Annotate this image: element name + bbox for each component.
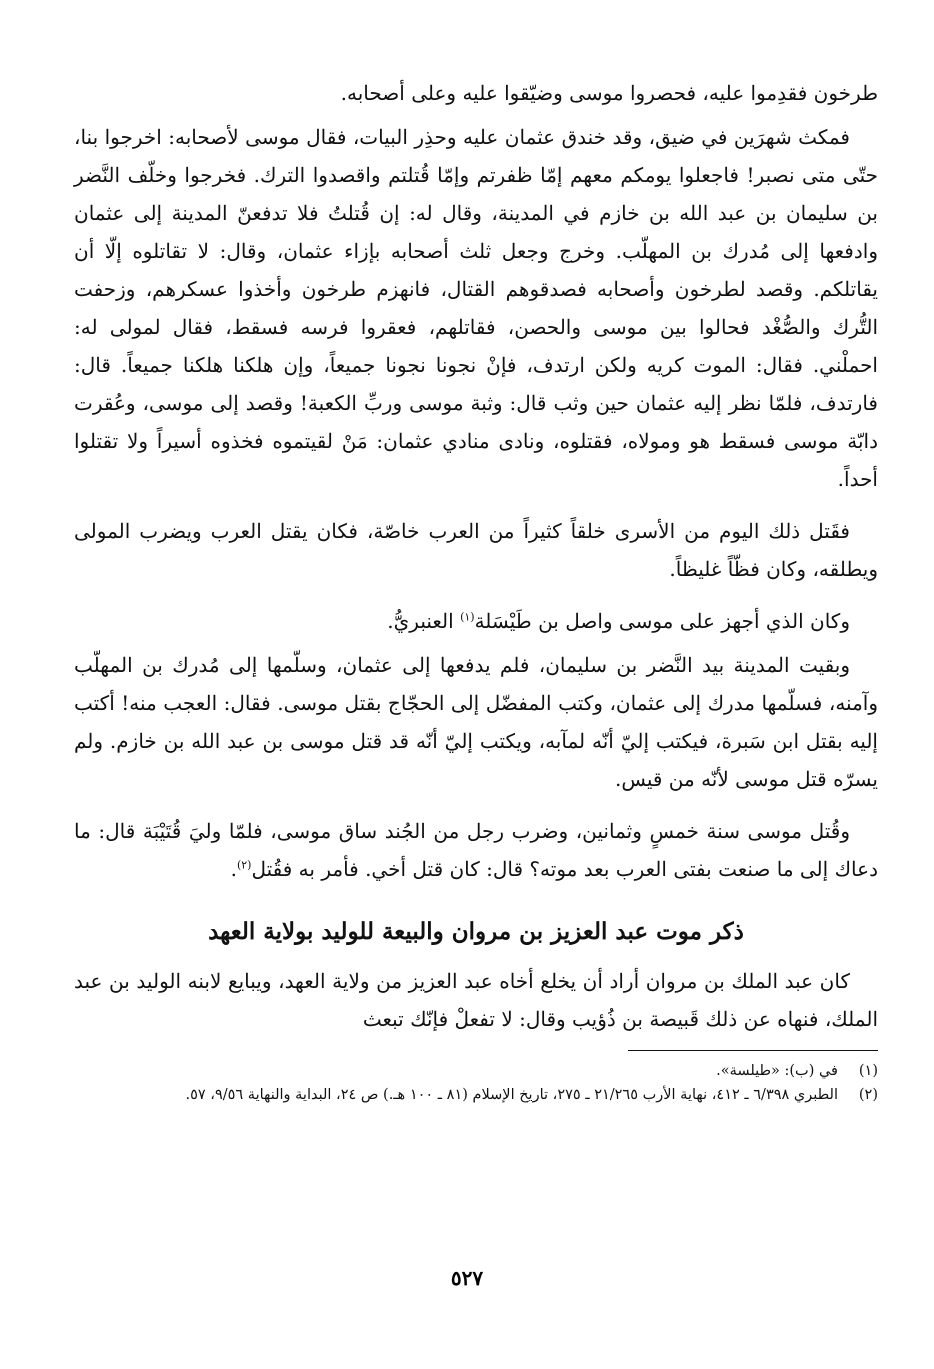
- paragraph-1: طرخون فقدِموا عليه، فحصروا موسى وضيّقوا عليه وعلى أصحابه.: [340, 81, 878, 105]
- footnote-number: (١): [858, 1063, 878, 1079]
- footnote-text: في (ب): «طيلسة».: [716, 1063, 838, 1079]
- footnote-text: الطبري ٦/٣٩٨ ـ ٤١٢، نهاية الأرب ٢١/٢٦٥ ـ ٢٧٥، تاريخ الإسلام (٨١ ـ ١٠٠ هـ.) ص ٢٤، البداية والنهاية ٩/٥٦، ٥٧.: [185, 1087, 838, 1103]
- section-paragraph: كان عبد الملك بن مروان أراد أن يخلع أخاه عبد العزيز من ولاية العهد، ويبايع لابنه الوليد بن عبد الملك، فنهاه عن ذلك قَبيصة بن ذُؤيب وقال: لا تفعلْ فإنّك تبعث: [74, 969, 878, 1031]
- footnote-number: (٢): [858, 1087, 878, 1103]
- section-heading: ذكر موت عبد العزيز بن مروان والبيعة للوليد بولاية العهد: [208, 918, 744, 945]
- paragraph-6-text: وقُتل موسى سنة خمسٍ وثمانين، وضرب رجل من الجُند ساق موسى، فلمّا وليَ قُتَيْبَة قال: ما دعاك إلى ما صنعت بفتى العرب بعد موته؟ قال: كان قتل أخي. فأمر به فقُتل: [74, 819, 878, 881]
- section-text: [74, 962, 878, 1038]
- paragraph-5: وبقيت المدينة بيد النَّضر بن سليمان، فلم يدفعها إلى عثمان، وسلّمها إلى مُدرك بن المهلّب وآمنه، فسلّمها مدرك إلى عثمان، وكتب المفضّل إلى الحجّاج بقتل موسى. فقال: العجب منه! أكتب إليه بقتل ابن سَبرة، فيكتب إليّ أنّه لمآبه، ويكتب إليّ أنّه قد قتل موسى بن عبد الله بن خازم. ولم يسرّه قتل موسى لأنّه من قيس.: [74, 653, 878, 791]
- footnote-2: [74, 1083, 878, 1107]
- main-text: [74, 74, 878, 888]
- paragraph-2: فمكث شهرَين في ضيق، وقد خندق عثمان عليه وحذِر البيات، فقال موسى لأصحابه: اخرجوا بنا، حتّى متى نصبر! فاجعلوا يومكم معهم إمّا ظفرتم وإمّا قُتلتم واقصدوا الترك. فخرجوا وخلّف النَّضر بن سليمان بن عبد الله بن خازم في المدينة، وقال له: إن قُتلتُ فلا تدفعنّ المدينة إلى عثمان وادفعها إلى مُدرك بن المهلّب. وخرج وجعل ثلث أصحابه بإزاء عثمان، وقال: لا تقاتلوه إلّا أن يقاتلكم. وقصد لطرخون وأصحابه فصدقوهم القتال، فانهزم طرخون وأخذوا عسكرهم، وزحفت التُّرك والصُّغْد فحالوا بين موسى والحصن، فقاتلهم، فعقروا فرسه فسقط، فقال لمولى له: احملْني. فقال: الموت كريه ولكن ارتدف، فإنْ نجونا نجونا جميعاً، وإن هلكنا هلكنا جميعاً. قال: فارتدف، فلمّا نظر إليه عثمان حين وثب قال: وثبة موسى وربِّ الكعبة! وقصد إلى موسى، وعُقرت دابّة موسى فسقط هو ومولاه، فقتلوه، ونادى منادي عثمان: مَنْ لقيتموه فخذوه أسيراً ولا تقتلوا أحداً.: [74, 125, 878, 491]
- footnote-divider: [628, 1050, 878, 1051]
- paragraph-3: فقَتل ذلك اليوم من الأسرى خلقاً كثيراً من العرب خاصّة، فكان يقتل العرب ويضرب المولى ويطلقه، وكان فظّاً غليظاً.: [74, 519, 878, 581]
- footnotes: [74, 1059, 878, 1107]
- footnote-ref-1: (١): [460, 610, 475, 624]
- paragraph-6: [74, 812, 878, 888]
- footnote-ref-2: (٢): [236, 858, 252, 872]
- page-number: ٥٢٧: [450, 1268, 484, 1290]
- paragraph-4-text: وكان الذي أجهز على موسى واصل بن طَيْسَلة: [474, 609, 850, 633]
- footnote-1: [74, 1059, 878, 1083]
- paragraph-6-end: .: [230, 857, 237, 881]
- paragraph-4-end: العنبريُّ.: [387, 609, 461, 633]
- paragraph-4: [74, 602, 878, 640]
